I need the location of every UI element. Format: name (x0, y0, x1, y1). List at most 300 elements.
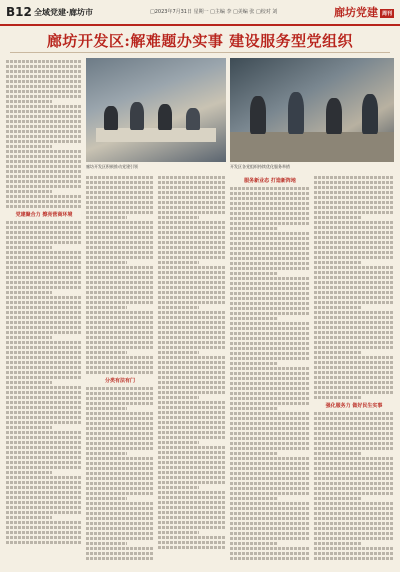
text-line (86, 221, 154, 224)
caption-left: 廊坊开发区积极推动党建引领 (86, 164, 138, 169)
text-line (230, 272, 278, 275)
text-line (158, 211, 226, 214)
text-line (230, 237, 310, 240)
text-line (314, 417, 394, 420)
text-line (6, 501, 82, 504)
text-line (158, 361, 226, 364)
text-line (230, 532, 310, 535)
text-line (86, 422, 154, 425)
text-line (86, 447, 154, 450)
text-line (6, 170, 82, 173)
text-line (6, 421, 82, 424)
subhead: 党建聚合力 擦亮营商环境 (15, 212, 73, 218)
column-3 (158, 174, 226, 566)
text-line (6, 105, 82, 108)
text-line (158, 436, 226, 439)
text-line (314, 316, 394, 319)
text-line (158, 316, 226, 319)
text-line (6, 75, 82, 78)
text-line (86, 452, 127, 455)
text-line (230, 507, 310, 510)
text-line (6, 226, 82, 229)
text-line (230, 292, 310, 295)
text-line (158, 261, 199, 264)
text-line (6, 135, 82, 138)
text-line (314, 537, 394, 540)
text-line (86, 497, 127, 500)
text-line (158, 536, 226, 539)
text-line (86, 291, 154, 294)
text-line (86, 532, 154, 535)
text-line (86, 276, 154, 279)
issue-meta: □2023年7月31日 星期一 □主编 李 □美编 张 □校对 刘 (150, 9, 278, 15)
text-line (6, 416, 82, 419)
text-line (158, 306, 199, 309)
text-line (6, 361, 82, 364)
text-line (86, 397, 154, 400)
text-line (6, 301, 82, 304)
text-line (230, 252, 310, 255)
text-line (6, 391, 82, 394)
text-line (158, 296, 226, 299)
text-line (6, 331, 82, 334)
text-line (230, 202, 310, 205)
text-line (230, 552, 310, 555)
text-line (314, 301, 394, 304)
text-line (158, 461, 226, 464)
text-line (158, 351, 199, 354)
text-line (6, 486, 82, 489)
text-line (314, 396, 362, 399)
text-line (6, 346, 82, 349)
text-line (158, 506, 226, 509)
text-line (158, 176, 226, 179)
text-line (6, 271, 82, 274)
text-line (158, 281, 226, 284)
text-line (158, 346, 226, 349)
column-4 (230, 174, 310, 566)
text-line (86, 502, 154, 505)
text-line (230, 227, 278, 230)
text-line (158, 256, 226, 259)
text-line (86, 387, 154, 390)
text-line (230, 427, 310, 430)
text-line (86, 326, 154, 329)
text-line (158, 251, 226, 254)
subhead: 强化服务力 做好民生实事 (325, 403, 383, 409)
text-line (314, 366, 394, 369)
text-line (86, 462, 154, 465)
text-line (6, 381, 52, 384)
column-2 (86, 174, 154, 566)
text-line (230, 342, 310, 345)
text-line (230, 302, 310, 305)
text-line (314, 246, 394, 249)
text-line (314, 211, 394, 214)
text-line (86, 517, 154, 520)
text-line (6, 286, 82, 289)
text-line (230, 522, 310, 525)
text-line (230, 352, 310, 355)
text-line (158, 221, 226, 224)
text-line (86, 552, 154, 555)
text-line (6, 541, 82, 544)
text-line (6, 481, 82, 484)
text-line (158, 321, 226, 324)
text-line (6, 296, 82, 299)
text-line (230, 392, 310, 395)
text-line (86, 346, 154, 349)
text-line (86, 557, 154, 560)
text-line (314, 336, 394, 339)
text-line (314, 286, 394, 289)
text-line (86, 226, 154, 229)
text-line (6, 506, 82, 509)
text-line (158, 546, 226, 549)
text-line (230, 442, 310, 445)
text-line (86, 472, 154, 475)
text-line (314, 437, 394, 440)
text-line (6, 456, 82, 459)
text-line (6, 356, 82, 359)
photo-service (230, 58, 394, 162)
text-line (314, 487, 394, 490)
text-line (86, 542, 127, 545)
text-line (86, 351, 127, 354)
text-line (314, 497, 362, 500)
text-line (158, 411, 226, 414)
text-line (158, 326, 226, 329)
text-line (230, 222, 310, 225)
text-line (6, 231, 82, 234)
text-line (230, 197, 310, 200)
text-line (86, 407, 127, 410)
text-line (314, 547, 394, 550)
text-line (230, 282, 310, 285)
text-line (314, 422, 394, 425)
text-line (314, 447, 394, 450)
text-line (314, 376, 394, 379)
text-line (230, 517, 310, 520)
text-line (230, 372, 310, 375)
text-line (314, 356, 394, 359)
text-line (230, 257, 310, 260)
text-line (158, 421, 226, 424)
text-line (6, 60, 82, 63)
text-line (230, 207, 310, 210)
text-line (6, 326, 82, 329)
text-line (230, 322, 310, 325)
text-line (86, 306, 127, 309)
text-line (6, 536, 82, 539)
text-line (6, 205, 82, 208)
text-line (158, 341, 226, 344)
text-line (230, 232, 310, 235)
text-line (314, 527, 394, 530)
text-line (230, 387, 310, 390)
text-line (86, 356, 154, 359)
text-line (86, 427, 154, 430)
text-line (6, 396, 82, 399)
text-line (230, 337, 310, 340)
text-line (314, 492, 394, 495)
text-line (86, 186, 154, 189)
text-line (6, 311, 82, 314)
text-line (314, 517, 394, 520)
text-line (86, 316, 154, 319)
text-line (230, 412, 310, 415)
text-line (6, 145, 52, 148)
text-line (86, 341, 154, 344)
column-1 (6, 58, 82, 566)
text-line (158, 226, 226, 229)
text-line (230, 242, 310, 245)
text-line (230, 397, 310, 400)
text-line (314, 206, 394, 209)
text-line (158, 216, 199, 219)
text-line (230, 347, 310, 350)
text-line (86, 457, 154, 460)
text-line (86, 392, 154, 395)
text-line (230, 312, 310, 315)
text-line (86, 331, 154, 334)
text-line (230, 457, 310, 460)
text-line (158, 286, 226, 289)
text-line (6, 256, 82, 259)
text-line (314, 196, 394, 199)
text-line (86, 336, 154, 339)
text-line (86, 241, 154, 244)
text-line (158, 401, 226, 404)
text-line (314, 261, 362, 264)
text-line (158, 271, 226, 274)
text-line (158, 481, 226, 484)
text-line (230, 482, 310, 485)
text-line (230, 357, 310, 360)
text-line (6, 251, 82, 254)
text-line (6, 321, 82, 324)
text-line (6, 306, 82, 309)
text-line (6, 130, 82, 133)
text-line (230, 327, 310, 330)
text-line (6, 451, 82, 454)
text-line (230, 557, 310, 560)
text-line (6, 521, 82, 524)
text-line (6, 281, 82, 284)
text-line (6, 246, 52, 249)
text-line (314, 326, 394, 329)
text-line (314, 281, 394, 284)
text-line (158, 441, 199, 444)
text-line (6, 180, 82, 183)
text-line (230, 407, 278, 410)
newspaper-logo: 廊坊党建 周刊 (333, 6, 392, 19)
text-line (230, 307, 310, 310)
text-line (86, 261, 127, 264)
text-line (6, 165, 82, 168)
photo-meeting (86, 58, 226, 162)
text-line (314, 457, 394, 460)
text-line (314, 276, 394, 279)
text-line (230, 512, 310, 515)
text-line (86, 432, 154, 435)
text-line (158, 486, 199, 489)
text-line (158, 241, 226, 244)
text-line (314, 296, 394, 299)
text-line (158, 301, 226, 304)
text-line (314, 542, 362, 545)
text-line (86, 512, 154, 515)
text-line (230, 192, 310, 195)
text-line (314, 482, 394, 485)
text-line (6, 496, 82, 499)
text-line (158, 456, 226, 459)
text-line (158, 511, 226, 514)
text-line (314, 427, 394, 430)
text-line (86, 482, 154, 485)
text-line (230, 362, 278, 365)
edition-tag: 周刊 (381, 10, 392, 17)
text-line (158, 446, 226, 449)
text-line (314, 181, 394, 184)
text-line (6, 441, 82, 444)
text-line (230, 317, 278, 320)
text-line (86, 527, 154, 530)
text-line (86, 437, 154, 440)
text-line (230, 447, 310, 450)
text-line (6, 401, 82, 404)
text-line (6, 100, 52, 103)
text-line (6, 526, 82, 529)
text-line (314, 552, 394, 555)
text-line (314, 271, 394, 274)
text-line (86, 492, 154, 495)
text-line (158, 291, 226, 294)
text-line (314, 532, 394, 535)
text-line (230, 402, 310, 405)
text-line (6, 386, 82, 389)
text-line (6, 175, 82, 178)
text-line (6, 476, 82, 479)
divider (10, 52, 390, 53)
text-line (230, 332, 310, 335)
text-line (158, 366, 226, 369)
text-line (158, 396, 199, 399)
text-line (6, 426, 52, 429)
text-line (158, 266, 226, 269)
text-line (86, 296, 154, 299)
text-line (230, 497, 278, 500)
text-line (158, 311, 226, 314)
text-line (158, 416, 226, 419)
text-line (314, 191, 394, 194)
text-line (314, 361, 394, 364)
text-line (314, 311, 394, 314)
text-line (314, 472, 394, 475)
text-line (6, 316, 82, 319)
text-line (6, 461, 82, 464)
text-line (314, 221, 394, 224)
text-line (158, 276, 226, 279)
page-number: B12 (6, 5, 32, 19)
text-line (158, 471, 226, 474)
text-line (158, 246, 226, 249)
text-line (314, 371, 394, 374)
text-line (86, 201, 154, 204)
text-line (6, 446, 82, 449)
text-line (6, 436, 82, 439)
text-line (158, 181, 226, 184)
text-line (158, 376, 226, 379)
text-line (158, 336, 226, 339)
text-line (6, 276, 82, 279)
text-line (6, 85, 82, 88)
text-line (6, 341, 82, 344)
text-line (230, 297, 310, 300)
text-line (314, 462, 394, 465)
text-line (314, 467, 394, 470)
text-line (158, 526, 226, 529)
text-line (6, 366, 82, 369)
text-line (230, 462, 310, 465)
text-line (230, 432, 310, 435)
text-line (6, 471, 52, 474)
text-line (314, 256, 394, 259)
text-line (86, 537, 154, 540)
text-line (6, 351, 82, 354)
text-line (6, 511, 82, 514)
text-line (6, 155, 82, 158)
text-line (158, 196, 226, 199)
caption-right: 开发区各党组织持续优化服务举措 (230, 164, 290, 169)
text-line (314, 452, 362, 455)
text-line (314, 306, 362, 309)
text-line (314, 226, 394, 229)
text-line (158, 451, 226, 454)
subhead: 分类有法有门 (104, 378, 135, 384)
text-line (158, 201, 226, 204)
text-line (158, 406, 226, 409)
text-line (230, 467, 310, 470)
text-line (158, 431, 226, 434)
text-line (158, 521, 226, 524)
text-line (86, 477, 154, 480)
text-line (6, 185, 82, 188)
text-line (86, 191, 154, 194)
text-line (314, 291, 394, 294)
text-line (314, 321, 394, 324)
text-line (314, 341, 394, 344)
masthead (0, 0, 400, 26)
text-line (6, 110, 82, 113)
text-line (86, 236, 154, 239)
text-line (314, 512, 394, 515)
text-line (158, 356, 226, 359)
text-line (6, 125, 82, 128)
text-line (314, 557, 394, 560)
text-line (6, 431, 82, 434)
text-line (158, 231, 226, 234)
text-line (230, 547, 310, 550)
text-line (86, 371, 154, 374)
text-line (6, 160, 82, 163)
text-line (230, 267, 310, 270)
text-line (314, 231, 394, 234)
text-line (6, 371, 82, 374)
text-line (230, 452, 278, 455)
text-line (230, 542, 278, 545)
text-line (158, 426, 226, 429)
